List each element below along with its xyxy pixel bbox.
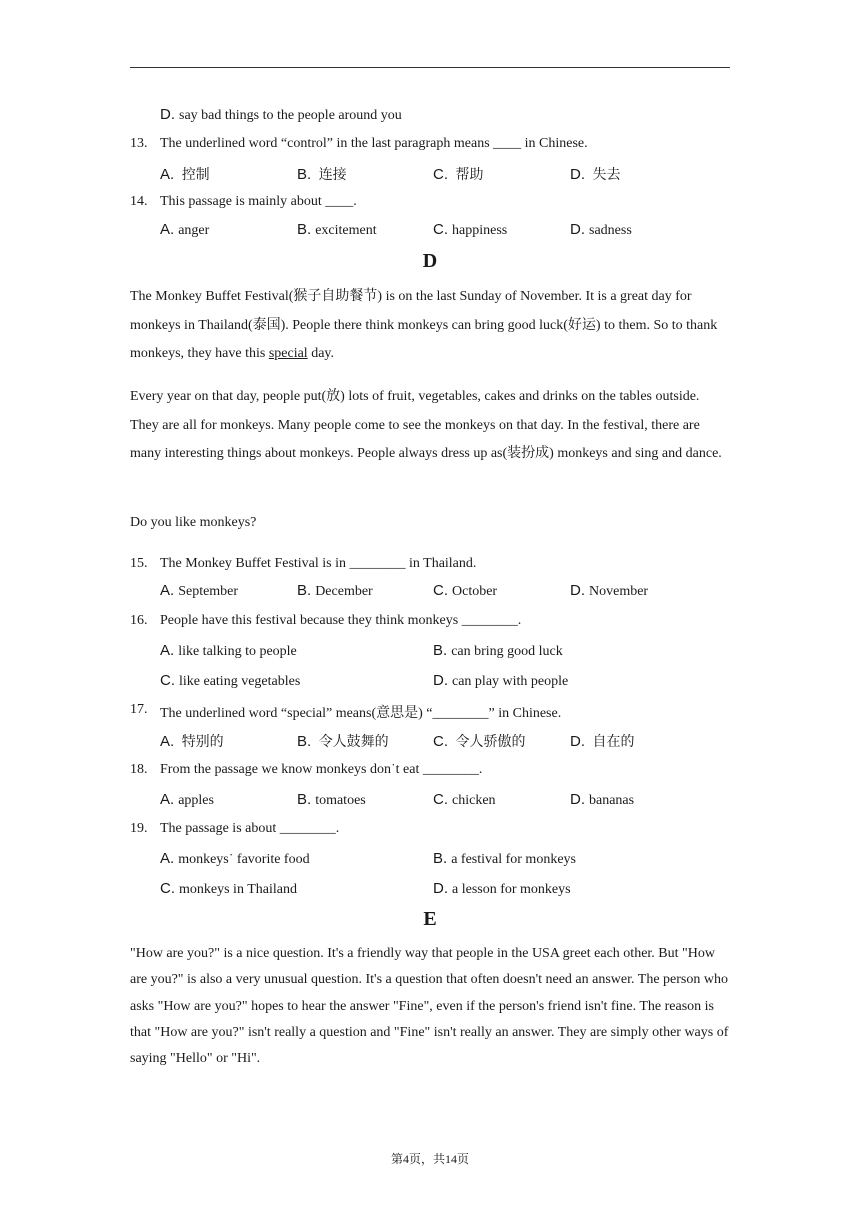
question-17-text: The underlined word “special” means(意思是) “________” in Chinese. xyxy=(160,706,562,721)
option-text: happiness xyxy=(452,223,508,238)
section-e-heading: E xyxy=(423,908,437,930)
option-text: 令人鼓舞的 xyxy=(318,735,389,750)
q19-option-b xyxy=(433,850,576,868)
option-text: 令人骄傲的 xyxy=(455,735,526,750)
option-text: bananas xyxy=(589,793,635,808)
question-18-number: 18. xyxy=(130,762,148,777)
option-text: 控制 xyxy=(181,168,210,183)
option-letter: B. xyxy=(297,221,312,238)
q16-option-d xyxy=(433,672,568,690)
option-letter: D. xyxy=(433,880,448,897)
question-15-text: The Monkey Buffet Festival is in ________ in Thailand. xyxy=(160,556,477,571)
option-text: sadness xyxy=(589,223,632,238)
paragraph-text: Do you like monkeys? xyxy=(130,515,257,530)
section-d-paragraph-1 xyxy=(130,283,730,369)
q15-option-c xyxy=(433,582,497,600)
q18-option-b xyxy=(297,791,366,809)
option-text: 特别的 xyxy=(181,735,224,750)
q16-option-c xyxy=(160,672,300,690)
option-text: excitement xyxy=(315,223,377,238)
option-text: 连接 xyxy=(318,168,347,183)
question-13-number: 13. xyxy=(130,136,148,151)
q18-option-c xyxy=(433,791,496,809)
question-13-text: The underlined word “control” in the last paragraph means ____ in Chinese. xyxy=(160,136,588,151)
option-text: September xyxy=(178,584,239,599)
q13-option-d xyxy=(570,164,621,184)
option-text: can play with people xyxy=(452,674,569,689)
option-letter: B. xyxy=(297,582,312,599)
underlined-word-special: special xyxy=(268,346,308,361)
q14-option-d xyxy=(570,221,632,239)
option-letter: D. xyxy=(570,221,585,238)
q16-option-a xyxy=(160,642,297,660)
option-text: a festival for monkeys xyxy=(451,852,576,867)
option-letter: C. xyxy=(433,166,448,183)
q19-option-d xyxy=(433,880,571,898)
option-text: 失去 xyxy=(592,168,621,183)
question-15-number: 15. xyxy=(130,556,148,571)
option-letter: D. xyxy=(570,582,585,599)
question-17-number: 17. xyxy=(130,702,148,717)
option-letter: C. xyxy=(433,791,448,808)
option-letter: C. xyxy=(160,672,175,689)
page-footer: 第4页，共14页 xyxy=(390,1152,469,1166)
option-text: can bring good luck xyxy=(451,644,563,659)
option-letter: C. xyxy=(433,733,448,750)
option-text: say bad things to the people around you xyxy=(179,108,402,123)
q17-option-c xyxy=(433,731,526,751)
q14-option-c xyxy=(433,221,507,239)
q14-option-a xyxy=(160,221,209,239)
option-text: monkeys˙ favorite food xyxy=(178,852,310,867)
option-text: November xyxy=(589,584,649,599)
option-text: chicken xyxy=(452,793,496,808)
question-14-number: 14. xyxy=(130,194,148,209)
q13-option-c xyxy=(433,164,484,184)
option-letter: C. xyxy=(160,880,175,897)
option-text: 自在的 xyxy=(592,735,635,750)
option-letter: D. xyxy=(570,166,585,183)
option-text: 帮助 xyxy=(455,168,484,183)
question-16-number: 16. xyxy=(130,613,148,628)
q16-option-b xyxy=(433,642,563,660)
section-d-paragraph-2 xyxy=(130,383,730,469)
q18-option-d xyxy=(570,791,634,809)
option-text: anger xyxy=(178,223,210,238)
q19-option-c xyxy=(160,880,297,898)
option-letter: A. xyxy=(160,850,175,867)
q15-option-d xyxy=(570,582,648,600)
option-letter: A. xyxy=(160,221,175,238)
paragraph-text: Every year on that day, people put(放) lots of fruit, vegetables, cakes and drinks on the tables outside. They are all for monkeys. Many people come to see the monkeys on that day. In the festival, there are many interesting things about monkeys. People always dress up as(装扮成) monkeys and sing and dance. xyxy=(130,389,722,461)
paragraph-text: "How are you?" is a nice question. It's a friendly way that people in the USA greet each other. But "How are you?" is also a very unusual question. It's a question that often doesn't need an answer. The person who asks "How are you?" hopes to hear the answer "Fine", even if the person's friend isn't fine. The reason is that "How are you?" isn't really a question and "Fine" isn't really an answer. They are simply other ways of saying "Hello" or "Hi". xyxy=(130,946,729,1067)
q18-option-a xyxy=(160,791,214,809)
paragraph-text: The Monkey Buffet Festival(猴子自助餐节) is on the last Sunday of November. It is a great day for monkeys in Thailand(泰国). People there think monkeys can bring good luck(好运) to them. So to thank monkeys, they have this xyxy=(130,289,718,361)
option-letter: C. xyxy=(433,221,448,238)
q17-option-b xyxy=(297,731,389,751)
option-letter: B. xyxy=(433,850,448,867)
option-letter: A. xyxy=(160,582,175,599)
option-letter: C. xyxy=(433,582,448,599)
q17-option-a xyxy=(160,731,224,751)
section-d-heading: D xyxy=(422,250,438,272)
q12-option-d xyxy=(160,106,402,124)
option-letter: B. xyxy=(433,642,448,659)
option-text: December xyxy=(315,584,373,599)
option-letter: D. xyxy=(160,106,175,123)
option-text: monkeys in Thailand xyxy=(179,882,297,897)
question-18-text: From the passage we know monkeys don˙t eat ________. xyxy=(160,762,483,777)
q13-option-a xyxy=(160,164,210,184)
paragraph-text: day. xyxy=(307,346,334,361)
q15-option-a xyxy=(160,582,238,600)
option-letter: A. xyxy=(160,642,175,659)
option-letter: D. xyxy=(570,733,585,750)
option-letter: B. xyxy=(297,733,312,750)
q13-option-b xyxy=(297,164,347,184)
option-letter: B. xyxy=(297,791,312,808)
q15-option-b xyxy=(297,582,373,600)
question-19-number: 19. xyxy=(130,821,148,836)
q19-option-a xyxy=(160,850,310,868)
option-letter: D. xyxy=(570,791,585,808)
option-text: tomatoes xyxy=(315,793,366,808)
option-text: like talking to people xyxy=(178,644,297,659)
option-text: like eating vegetables xyxy=(179,674,301,689)
option-text: October xyxy=(452,584,498,599)
option-letter: A. xyxy=(160,166,175,183)
question-16-text: People have this festival because they think monkeys ________. xyxy=(160,613,522,628)
question-19-text: The passage is about ________. xyxy=(160,821,340,836)
section-e-paragraph-1 xyxy=(130,941,730,1072)
header-rule xyxy=(130,67,730,68)
q14-option-b xyxy=(297,221,377,239)
section-d-paragraph-3 xyxy=(130,509,730,538)
q17-option-d xyxy=(570,731,635,751)
option-letter: A. xyxy=(160,733,175,750)
option-letter: B. xyxy=(297,166,312,183)
option-text: apples xyxy=(178,793,214,808)
option-letter: D. xyxy=(433,672,448,689)
option-text: a lesson for monkeys xyxy=(452,882,571,897)
option-letter: A. xyxy=(160,791,175,808)
question-14-text: This passage is mainly about ____. xyxy=(160,194,357,209)
